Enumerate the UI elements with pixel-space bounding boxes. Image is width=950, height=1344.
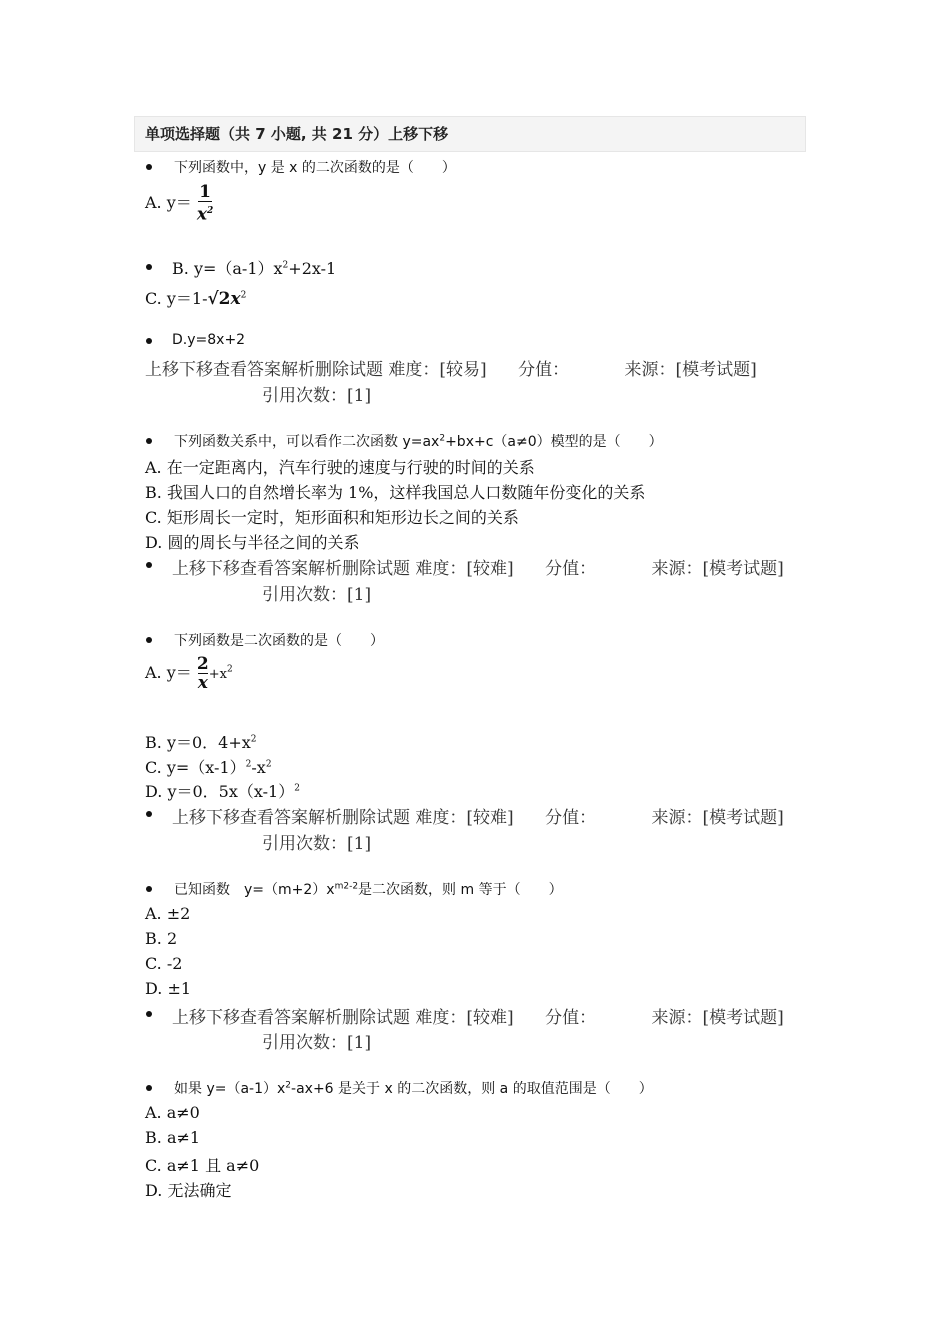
bullet-icon	[146, 637, 152, 643]
question-2-cite	[262, 580, 371, 605]
option-prefix: D.	[145, 1181, 163, 1200]
cite-count: [1]	[347, 834, 372, 854]
option-prefix: A.	[145, 904, 162, 923]
question-5-option-d	[145, 1178, 231, 1201]
cite-label: 引用次数：	[262, 585, 347, 605]
source-label: 来源：	[651, 808, 703, 828]
root-variable: x	[230, 289, 241, 309]
question-1-option-d	[172, 332, 245, 348]
option-text: -2	[166, 954, 183, 973]
exponent: 2	[245, 759, 252, 770]
cite-label: 引用次数：	[262, 834, 347, 854]
bullet-icon	[146, 562, 152, 568]
difficulty-label: 难度：	[415, 808, 467, 828]
option-text: 我国人口的自然增长率为 1%，这样我国总人口数随年份变化的关系	[166, 483, 646, 502]
option-text: a≠1	[166, 1128, 201, 1147]
option-text: y=（x-1）	[166, 758, 246, 777]
section-header	[134, 116, 806, 152]
source-label: 来源：	[651, 1008, 703, 1028]
question-3-option-b	[145, 730, 257, 753]
value-label: 分值：	[545, 808, 597, 828]
bullet-icon	[146, 438, 152, 444]
option-text: 在一定距离内，汽车行驶的速度与行驶的时间的关系	[166, 458, 535, 477]
option-tail: +x	[208, 667, 227, 682]
exponent: 2	[250, 734, 257, 745]
stem-text: 是二次函数，则 m 等于（ ）	[358, 882, 563, 898]
exponent: 2	[285, 1080, 292, 1091]
cite-label: 引用次数：	[262, 1033, 347, 1053]
question-2-option-b	[145, 480, 645, 503]
stem-text: -ax+6 是关于 x 的二次函数，则 a 的取值范围是（ ）	[291, 1081, 653, 1097]
cite-count: [1]	[347, 1033, 372, 1053]
question-2-option-d	[145, 530, 359, 553]
option-prefix: B.	[172, 259, 189, 278]
question-4-meta	[172, 1003, 784, 1028]
bullet-icon	[146, 886, 152, 892]
fraction-numerator: 2	[196, 654, 209, 674]
difficulty-label: 难度：	[388, 360, 440, 380]
option-prefix: C.	[145, 1156, 162, 1175]
source-label: 来源：	[651, 559, 703, 579]
exponent: m2-2	[334, 881, 359, 892]
bullet-icon	[146, 164, 152, 170]
difficulty-value: [较易]	[439, 360, 487, 380]
option-text: ±2	[166, 904, 191, 923]
difficulty-label: 难度：	[415, 1008, 467, 1028]
meta-actions[interactable]: 上移下移查看答案解析删除试题	[172, 1008, 410, 1028]
option-prefix: A.	[145, 192, 162, 212]
question-4-option-a	[145, 904, 190, 923]
cite-count: [1]	[347, 585, 372, 605]
option-text: y＝	[166, 663, 192, 682]
question-4-option-b	[145, 929, 177, 948]
source-value: [模考试题]	[702, 559, 784, 579]
square-root: √2	[207, 289, 231, 309]
option-tail: -x	[251, 758, 266, 777]
question-4-stem	[174, 879, 563, 899]
option-prefix: A.	[145, 458, 162, 477]
question-4-cite	[262, 1028, 371, 1053]
question-5-option-b	[145, 1128, 200, 1147]
option-prefix: D.	[145, 782, 163, 801]
bullet-icon	[146, 1085, 152, 1091]
question-4-option-c	[145, 954, 182, 973]
source-value: [模考试题]	[675, 360, 757, 380]
source-label: 来源：	[624, 360, 676, 380]
exponent: 2	[240, 290, 247, 301]
option-text: a≠0	[166, 1103, 200, 1122]
option-text: 圆的周长与半径之间的关系	[167, 533, 360, 552]
difficulty-value: [较难]	[466, 808, 514, 828]
question-3-stem: 下列函数是二次函数的是（ ）	[174, 633, 384, 649]
exponent: 2	[282, 260, 289, 271]
option-prefix: D.	[145, 533, 163, 552]
question-1-stem: 下列函数中，y 是 x 的二次函数的是（ ）	[174, 160, 456, 176]
value-label: 分值：	[545, 1008, 597, 1028]
question-2-option-c	[145, 505, 519, 528]
exponent: 2	[294, 783, 300, 794]
bullet-icon	[146, 811, 152, 817]
question-5-option-c	[145, 1153, 259, 1176]
exponent: 2	[207, 206, 214, 216]
cite-label: 引用次数：	[262, 386, 347, 406]
option-prefix: A.	[145, 1103, 162, 1122]
option-text: y＝	[166, 192, 192, 212]
option-prefix: B.	[145, 929, 162, 948]
option-prefix: B.	[145, 483, 162, 502]
value-label: 分值：	[545, 559, 597, 579]
question-4-option-d	[145, 979, 191, 998]
option-text: 无法确定	[167, 1181, 232, 1200]
bullet-icon	[146, 1011, 152, 1017]
stem-text: 已知函数 y=（m+2）x	[174, 882, 335, 898]
difficulty-value: [较难]	[466, 1008, 514, 1028]
fraction-numerator: 1	[199, 182, 211, 202]
exponent: 2	[439, 433, 446, 444]
option-text: 2	[166, 929, 178, 948]
question-1-option-c	[145, 286, 246, 309]
section-title: 单项选择题（共 7 小题, 共 21 分）上移下移	[145, 125, 449, 143]
option-text: y＝1-	[166, 289, 208, 308]
stem-text: 下列函数关系中，可以看作二次函数 y=ax	[174, 434, 440, 450]
option-prefix: B.	[145, 1128, 162, 1147]
option-text: y＝0．4+x	[166, 733, 251, 752]
stem-text: 如果 y=（a-1）x	[174, 1081, 286, 1097]
option-prefix: C.	[145, 758, 162, 777]
option-prefix: D.	[145, 979, 163, 998]
bullet-icon	[146, 338, 152, 344]
fraction-denominator: x	[196, 204, 208, 225]
option-text: y=（a-1）x	[193, 259, 283, 278]
question-3-cite	[262, 829, 371, 854]
meta-actions[interactable]: 上移下移查看答案解析删除试题	[172, 559, 410, 579]
question-1-cite	[262, 381, 371, 406]
question-1-option-b	[172, 256, 336, 279]
meta-actions[interactable]: 上移下移查看答案解析删除试题	[145, 360, 383, 380]
stem-text: +bx+c（a≠0）模型的是（ ）	[445, 434, 663, 450]
difficulty-label: 难度：	[415, 559, 467, 579]
bullet-icon	[146, 264, 152, 270]
question-3-meta	[172, 803, 784, 828]
spacer: .	[145, 381, 151, 401]
question-5-stem	[174, 1078, 653, 1098]
value-label: 分值：	[518, 360, 570, 380]
question-3-option-c	[145, 755, 272, 778]
fraction	[197, 655, 209, 692]
option-text: y＝0．5x（x-1）	[167, 782, 295, 801]
question-2-option-a	[145, 455, 535, 478]
question-5-option-a	[145, 1103, 200, 1122]
option-prefix: C.	[145, 289, 162, 308]
fraction	[197, 183, 213, 224]
question-1-meta	[145, 355, 757, 380]
exponent: 2	[265, 759, 272, 770]
meta-actions[interactable]: 上移下移查看答案解析删除试题	[172, 808, 410, 828]
question-1-option-a	[145, 183, 213, 224]
option-prefix: B.	[145, 733, 162, 752]
option-prefix: C.	[145, 954, 162, 973]
option-prefix: A.	[145, 663, 162, 682]
option-prefix: D.	[172, 332, 188, 348]
fraction-denominator: x	[197, 673, 208, 693]
question-2-stem	[174, 431, 663, 451]
question-3-option-a	[145, 655, 233, 692]
option-prefix: C.	[145, 508, 162, 527]
difficulty-value: [较难]	[466, 559, 514, 579]
source-value: [模考试题]	[702, 1008, 784, 1028]
cite-count: [1]	[347, 386, 372, 406]
option-text: 矩形周长一定时，矩形面积和矩形边长之间的关系	[166, 508, 519, 527]
source-value: [模考试题]	[702, 808, 784, 828]
option-text: ±1	[167, 979, 192, 998]
question-3-option-d	[145, 779, 300, 802]
exponent: 2	[226, 664, 233, 675]
option-text: y=8x+2	[187, 332, 246, 348]
option-tail: +2x-1	[288, 259, 337, 278]
option-text: a≠1 且 a≠0	[166, 1156, 260, 1175]
question-2-meta	[172, 554, 784, 579]
